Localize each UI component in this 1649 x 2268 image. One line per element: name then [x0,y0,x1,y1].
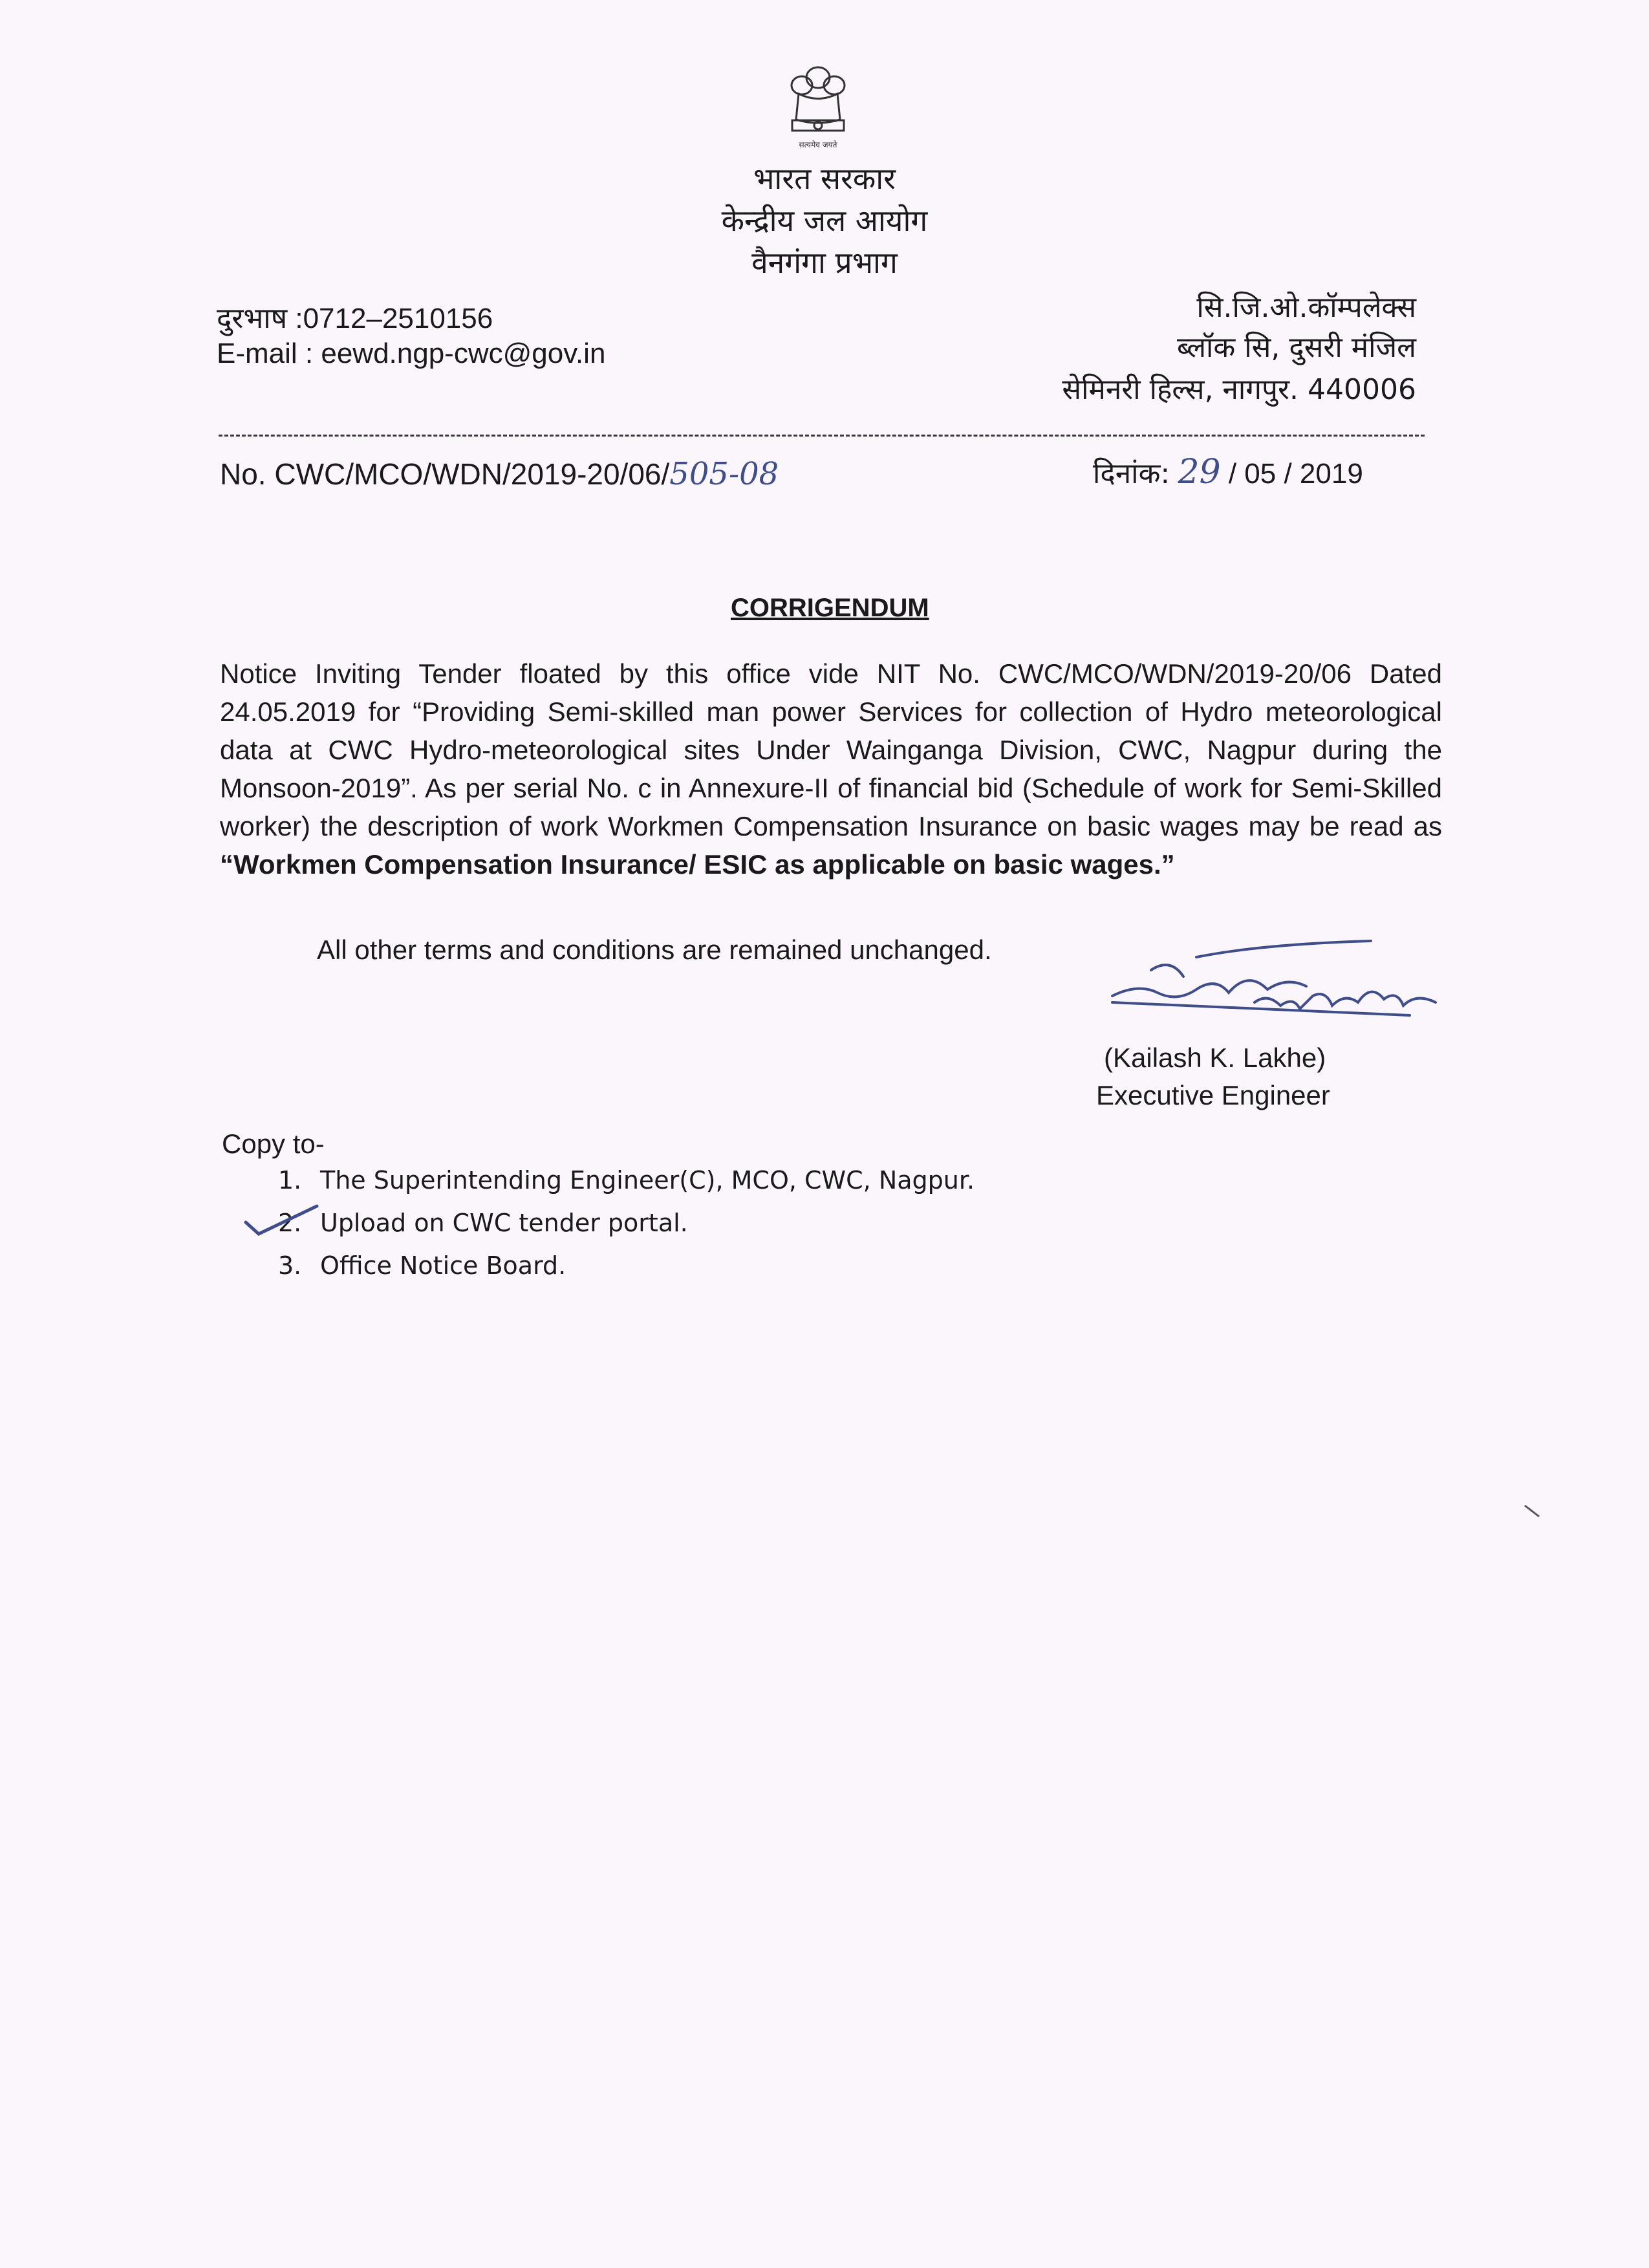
list-item [278,1244,975,1287]
reference-prefix: No. CWC/MCO/WDN/2019-20/06/ [220,457,670,491]
date-day-handwritten: 29 [1178,453,1221,491]
body-bold-text: “Workmen Compensation Insurance/ ESIC as applicable on basic wages.” [220,849,1175,880]
org-line-2: केन्द्रीय जल आयोग [721,203,928,238]
list-item-number: 3. [278,1251,302,1280]
stray-mark-icon [1523,1504,1542,1520]
org-line-3: वैनगंगा प्रभाग [751,245,898,280]
phone-label: दुरभाष [217,302,288,335]
list-item [278,1202,975,1244]
reference-handwritten: 505-08 [669,456,779,492]
date-label: दिनांक: [1093,457,1170,490]
list-item-number: 1. [278,1166,302,1194]
list-item-text: Office Notice Board. [320,1251,566,1280]
reference-number [220,456,779,492]
body-paragraph [220,654,1442,883]
state-emblem-icon [773,58,863,155]
handwritten-signature [1099,931,1474,1048]
signatory-designation: Executive Engineer [1096,1080,1330,1110]
list-item-text: Upload on CWC tender portal. [320,1209,688,1237]
address-line-3: सेमिनरी हिल्स, नागपुर. 440006 [1062,373,1416,406]
address-line-1: सि.जि.ओ.कॉम्पलेक्स [1196,291,1416,324]
list-item [278,1159,975,1202]
phone-line [217,297,493,336]
phone-number: :0712–2510156 [295,303,493,334]
date-rest: / 05 / 2019 [1228,458,1363,490]
org-line-1: भारत सरकार [753,161,896,196]
date-line [1093,453,1363,491]
email-line: E-mail : eewd.ngp-cwc@gov.in [217,338,606,369]
check-mark-icon [242,1203,320,1242]
list-item-text: The Superintending Engineer(C), MCO, CWC, Nagpur. [320,1166,975,1194]
signatory-name: (Kailash K. Lakhe) [1104,1042,1326,1073]
list-item-number: 2. [278,1209,302,1237]
copy-to-list [278,1159,975,1287]
body-text: Notice Inviting Tender floated by this office vide NIT No. CWC/MCO/WDN/2019-20/06 Dated 24.05.2019 for “Providing Semi-skilled man power Services for collection of Hydro meteorological data at CWC Hydro-meteorological sites Under Wainganga Division, CWC, Nagpur during the Monsoon-2019”. As per serial No. c in Annexure-II of financial bid (Schedule of work for Semi-Skilled worker) the description of work Workmen Compensation Insurance on basic wages may be read as [220,658,1442,841]
emblem-caption: सत्यमेव जयते [799,140,837,149]
body-paragraph-2: All other terms and conditions are remained unchanged. [317,934,992,965]
document-heading: CORRIGENDUM [731,594,929,622]
address-line-2: ब्लॉक सि, दुसरी मंजिल [1176,331,1416,364]
dashed-divider [219,435,1425,437]
copy-to-label: Copy to- [222,1129,325,1159]
